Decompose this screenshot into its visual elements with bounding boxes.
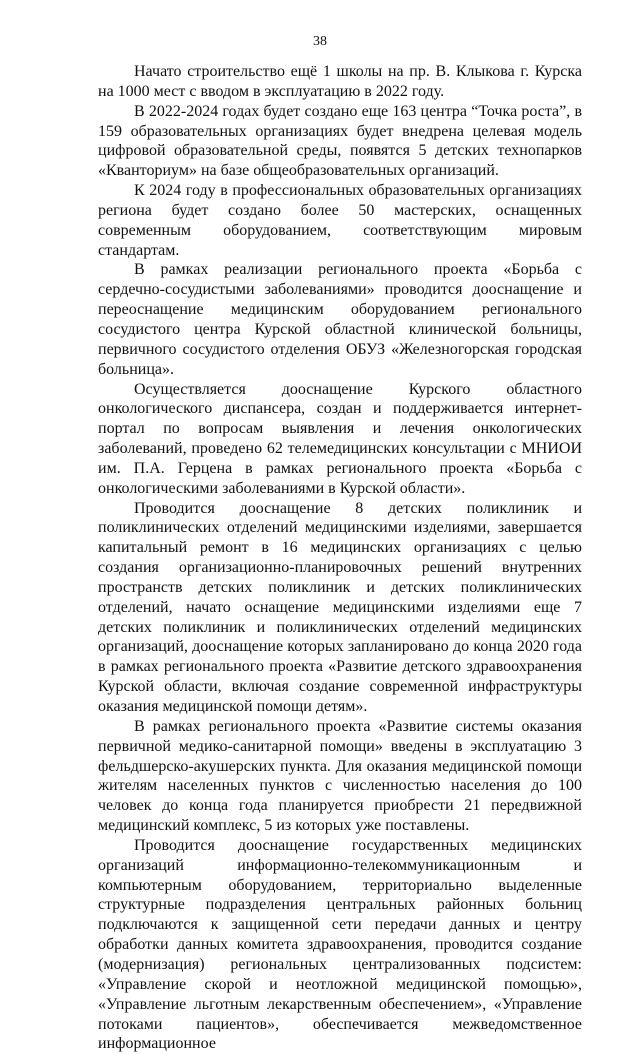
page-number: 38 (313, 34, 327, 49)
paragraph: Проводится дооснащение государственных медицинских организаций информационно-телекоммуникационным и компьютерным оборудованием, территориально выделенные структурные подразделения центральных районных больниц подключаются к защищенной сети передачи данных и центру обработки данных комитета здравоохранения, проводится создание (модернизация) региональных централизованных подсистем: «Управление скорой и неотложной медицинской помощью», «Управление льготным лекарственным обеспечением», «Управление потоками пациентов», обеспечивается межведомственное информационное (98, 836, 582, 1053)
paragraph: Проводится дооснащение 8 детских поликлиник и поликлинических отделений медицинскими изделиями, завершается капитальный ремонт в 16 медицинских организациях с целью создания организационно-планировочных решений внутренних пространств детских поликлиник и детских поликлинических отделений, начато оснащение медицинскими изделиями еще 7 детских поликлиник и поликлинических отделений медицинских организаций, дооснащение которых запланировано до конца 2020 года в рамках регионального проекта «Развитие детского здравоохранения Курской области, включая создание современной инфраструктуры оказания медицинской помощи детям». (98, 499, 582, 715)
paragraph: В рамках регионального проекта «Развитие системы оказания первичной медико-санитарной помощи» введены в эксплуатацию 3 фельдшерско-акушерских пункта. Для оказания медицинской помощи жителям населенных пунктов с численностью населения до 100 человек до конца года планируется приобрести 21 передвижной медицинский комплекс, 5 из которых уже поставлены. (98, 717, 582, 835)
paragraph: В рамках реализации регионального проекта «Борьба с сердечно-сосудистыми заболеваниями» проводится дооснащение и переоснащение медицинским оборудованием регионального сосудистого центра Курской областной клинической больницы, первичного сосудистого отделения ОБУЗ «Железногорская городская больница». (98, 261, 582, 378)
paragraph: Осуществляется дооснащение Курского областного онкологического диспансера, создан и поддерживается интернет-портал по вопросам выявления и лечения онкологических заболеваний, проведено 62 телемедицинских консультации с МНИОИ им. П.А. Герцена в рамках регионального проекта «Борьба с онкологическими заболеваниями в Курской области». (98, 380, 582, 497)
paragraph: В 2022-2024 годах будет создано еще 163 центра “Точка роста”, в 159 образовательных организациях будет внедрена целевая модель цифровой образовательной среды, появятся 5 детских технопарков «Кванториум» на базе общеобразовательных организаций. (98, 102, 582, 180)
paragraph: Начато строительство ещё 1 школы на пр. В. Клыкова г. Курска на 1000 мест с вводом в эксплуатацию в 2022 году. (98, 63, 582, 100)
body-text (98, 62, 582, 1054)
paragraph: К 2024 году в профессиональных образовательных организациях региона будет создано более 50 мастерских, оснащенных современным оборудованием, соответствующим мировым стандартам. (98, 182, 582, 259)
